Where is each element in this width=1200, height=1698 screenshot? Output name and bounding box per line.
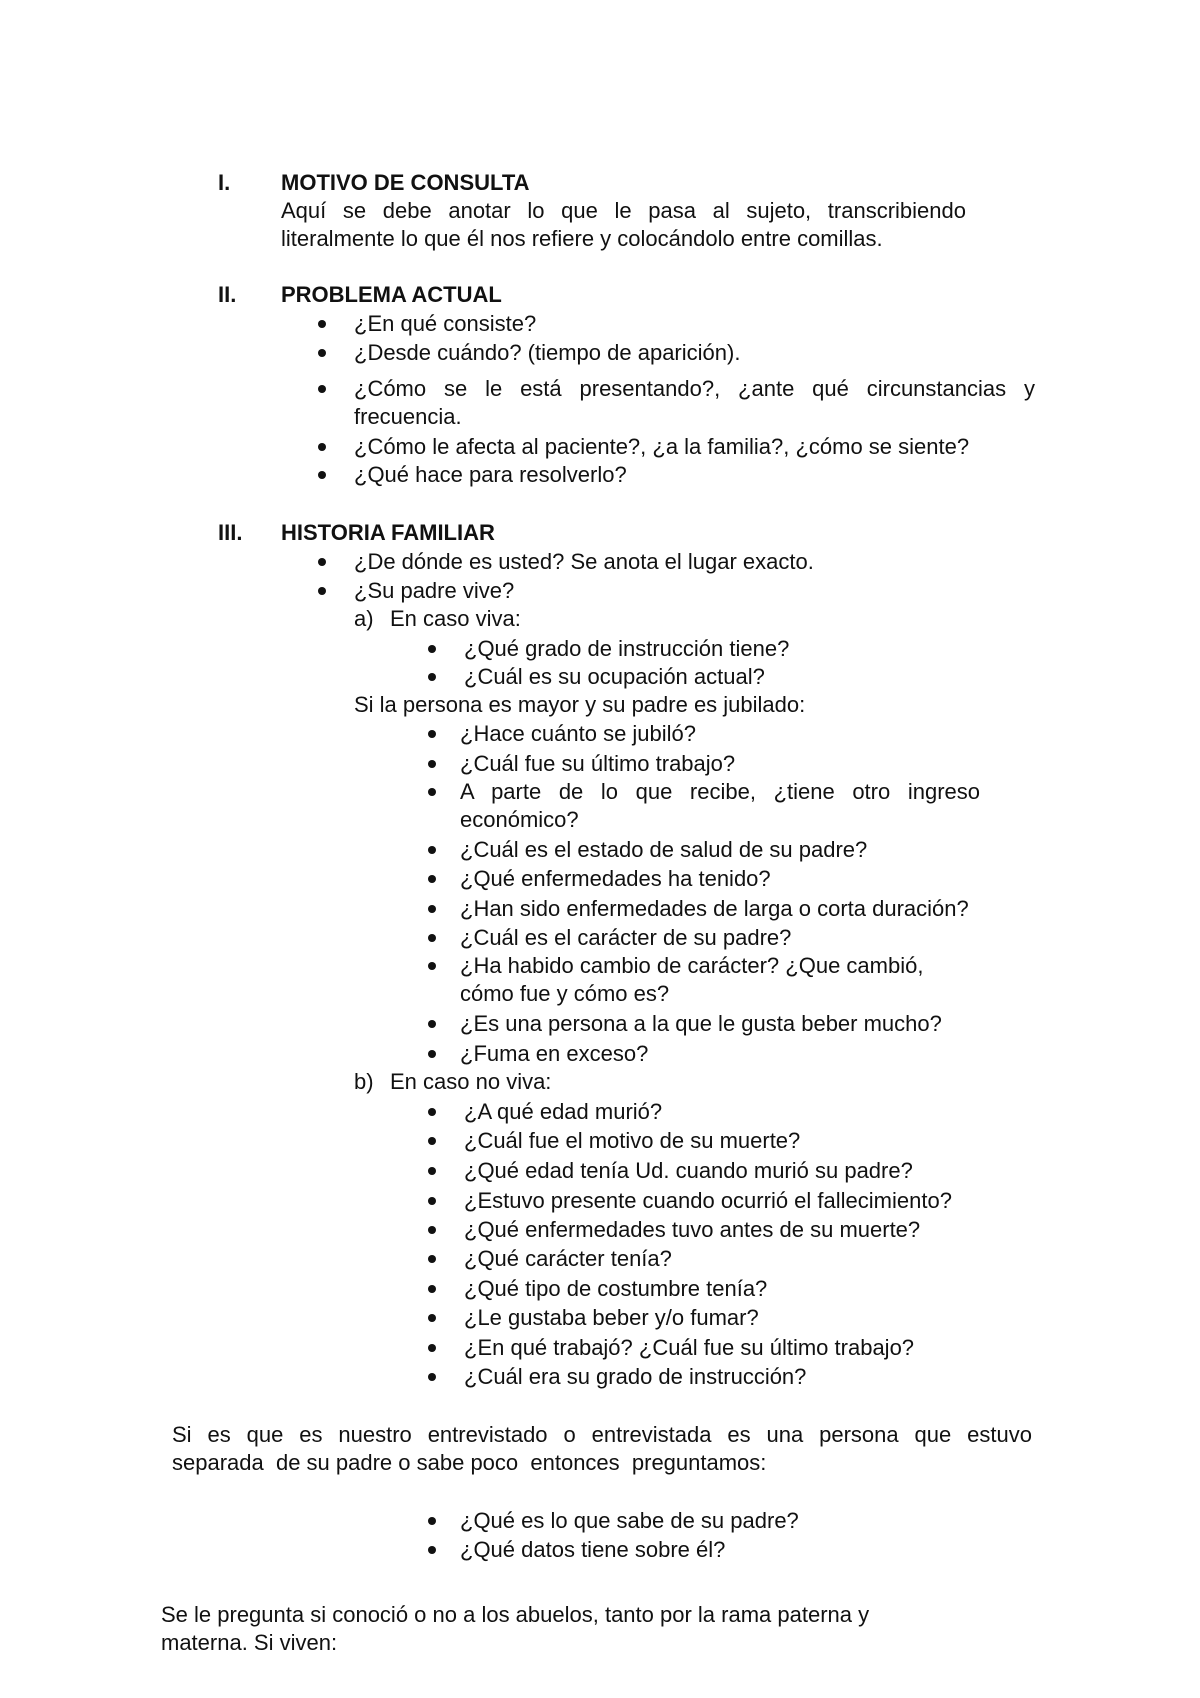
bullet-icon [428, 730, 436, 738]
paragraph-line: Si es que es nuestro entrevistado o entrevistada es una persona que estuvo [172, 1422, 1032, 1447]
list-item: ¿Qué carácter tenía? [464, 1246, 672, 1271]
list-item: ¿En qué trabajó? ¿Cuál fue su último trabajo? [464, 1335, 915, 1360]
list-item: ¿Han sido enfermedades de larga o corta duración? [460, 896, 969, 921]
bullet-icon [318, 443, 326, 451]
bullet-icon [428, 875, 436, 883]
list-item: ¿Qué datos tiene sobre él? [460, 1537, 726, 1562]
list-item: ¿Es una persona a la que le gusta beber mucho? [460, 1011, 942, 1036]
bullet-icon [428, 1344, 436, 1352]
list-item: ¿Cuál es el estado de salud de su padre? [460, 837, 868, 862]
retired-intro: Si la persona es mayor y su padre es jubilado: [354, 692, 806, 717]
list-item: ¿Qué tipo de costumbre tenía? [464, 1276, 768, 1301]
section-title: HISTORIA FAMILIAR [281, 520, 495, 545]
bullet-icon [318, 558, 326, 566]
list-item: ¿Qué enfermedades tuvo antes de su muerte? [464, 1217, 921, 1242]
section-numeral: II. [218, 282, 237, 307]
bullet-icon [428, 905, 436, 913]
bullet-icon [428, 1285, 436, 1293]
bullet-icon [428, 1255, 436, 1263]
bullet-icon [428, 645, 436, 653]
list-item: ¿Fuma en exceso? [460, 1041, 649, 1066]
bullet-icon [318, 471, 326, 479]
case-title: En caso viva: [390, 606, 521, 631]
list-item: ¿Qué hace para resolverlo? [354, 462, 627, 487]
paragraph-line: Aquí se debe anotar lo que le pasa al sujeto, transcribiendo [281, 198, 966, 223]
bullet-icon [428, 934, 436, 942]
list-item-continuation: cómo fue y cómo es? [460, 981, 670, 1006]
list-item: ¿Hace cuánto se jubiló? [460, 721, 697, 746]
bullet-icon [428, 1226, 436, 1234]
list-item: ¿De dónde es usted? Se anota el lugar exacto. [354, 549, 814, 574]
bullet-icon [428, 1546, 436, 1554]
list-item: A parte de lo que recibe, ¿tiene otro ingreso [460, 779, 980, 804]
list-item: ¿Cuál es su ocupación actual? [464, 664, 765, 689]
bullet-icon [428, 1197, 436, 1205]
case-label: a) [354, 606, 374, 631]
paragraph-line: Se le pregunta si conoció o no a los abuelos, tanto por la rama paterna y [161, 1602, 870, 1627]
case-title: En caso no viva: [390, 1069, 552, 1094]
list-item: ¿Cuál fue el motivo de su muerte? [464, 1128, 801, 1153]
list-item: ¿Cómo le afecta al paciente?, ¿a la familia?, ¿cómo se siente? [354, 434, 970, 459]
list-item: ¿Cuál era su grado de instrucción? [464, 1364, 807, 1389]
bullet-icon [428, 1020, 436, 1028]
bullet-icon [428, 846, 436, 854]
list-item: ¿Ha habido cambio de carácter? ¿Que cambió, [460, 953, 924, 978]
paragraph-line: separada de su padre o sabe poco entonces preguntamos: [172, 1450, 767, 1475]
list-item: ¿Cómo se le está presentando?, ¿ante qué circunstancias y [354, 376, 1035, 401]
bullet-icon [428, 760, 436, 768]
bullet-icon [428, 1167, 436, 1175]
list-item: ¿En qué consiste? [354, 311, 537, 336]
list-item: ¿Desde cuándo? (tiempo de aparición). [354, 340, 741, 365]
list-item: ¿Qué grado de instrucción tiene? [464, 636, 790, 661]
section-numeral: I. [218, 170, 231, 195]
bullet-icon [318, 587, 326, 595]
list-item: ¿Su padre vive? [354, 578, 515, 603]
bullet-icon [428, 1517, 436, 1525]
bullet-icon [428, 1137, 436, 1145]
section-title: PROBLEMA ACTUAL [281, 282, 502, 307]
list-item: ¿Le gustaba beber y/o fumar? [464, 1305, 759, 1330]
bullet-icon [428, 1314, 436, 1322]
list-item-continuation: económico? [460, 807, 579, 832]
list-item: ¿A qué edad murió? [464, 1099, 663, 1124]
list-item: ¿Cuál es el carácter de su padre? [460, 925, 792, 950]
bullet-icon [318, 385, 326, 393]
section-title: MOTIVO DE CONSULTA [281, 170, 530, 195]
bullet-icon [318, 349, 326, 357]
list-item: ¿Cuál fue su último trabajo? [460, 751, 736, 776]
section-numeral: III. [218, 520, 243, 545]
bullet-icon [318, 320, 326, 328]
list-item-continuation: frecuencia. [354, 404, 462, 429]
bullet-icon [428, 962, 436, 970]
bullet-icon [428, 1050, 436, 1058]
bullet-icon [428, 1373, 436, 1381]
list-item: ¿Estuvo presente cuando ocurrió el fallecimiento? [464, 1188, 952, 1213]
list-item: ¿Qué enfermedades ha tenido? [460, 866, 771, 891]
case-label: b) [354, 1069, 374, 1094]
paragraph-line: literalmente lo que él nos refiere y colocándolo entre comillas. [281, 226, 883, 251]
bullet-icon [428, 673, 436, 681]
paragraph-line: materna. Si viven: [161, 1630, 338, 1655]
bullet-icon [428, 1108, 436, 1116]
list-item: ¿Qué edad tenía Ud. cuando murió su padre? [464, 1158, 913, 1183]
list-item: ¿Qué es lo que sabe de su padre? [460, 1508, 799, 1533]
bullet-icon [428, 788, 436, 796]
